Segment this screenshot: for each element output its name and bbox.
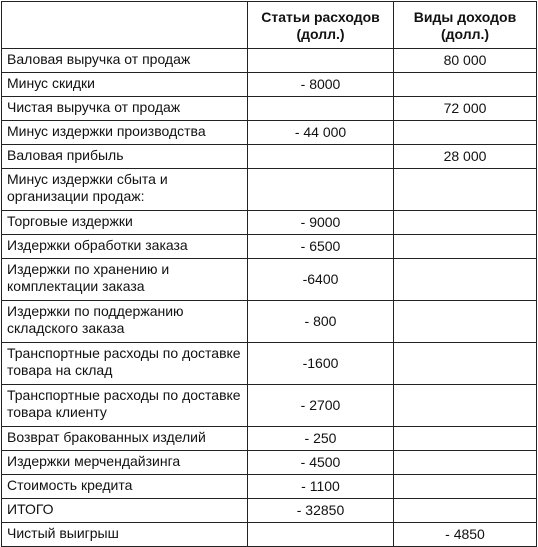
row-expense (248, 169, 394, 211)
row-income (394, 451, 537, 475)
table-row (2, 145, 537, 169)
row-label: Валовая прибыль (2, 145, 248, 169)
table-row (2, 121, 537, 145)
row-income: 28 000 (394, 145, 537, 169)
row-income: - 4850 (394, 523, 537, 547)
row-label: Валовая выручка от продаж (2, 49, 248, 73)
row-label: ИТОГО (2, 499, 248, 523)
row-label: Минус издержки производства (2, 121, 248, 145)
header-income: Виды доходов (долл.) (394, 2, 537, 49)
row-expense (248, 145, 394, 169)
table-row (2, 343, 537, 385)
row-expense: - 44 000 (248, 121, 394, 145)
table-row (2, 499, 537, 523)
row-expense: -6400 (248, 259, 394, 301)
table-row (2, 49, 537, 73)
row-expense: - 4500 (248, 451, 394, 475)
row-label: Минус скидки (2, 73, 248, 97)
header-row (2, 2, 537, 49)
row-income (394, 343, 537, 385)
row-label: Издержки по хранению и комплектации заказа (2, 259, 248, 301)
table-row (2, 475, 537, 499)
row-expense: - 32850 (248, 499, 394, 523)
row-income (394, 499, 537, 523)
row-label: Издержки обработки заказа (2, 235, 248, 259)
row-expense (248, 49, 394, 73)
row-expense: - 1100 (248, 475, 394, 499)
row-label: Чистый выигрыш (2, 523, 248, 547)
row-income (394, 169, 537, 211)
table-row (2, 385, 537, 427)
table-row (2, 451, 537, 475)
header-expenses: Статьи расходов (долл.) (248, 2, 394, 49)
row-expense: - 9000 (248, 211, 394, 235)
row-label: Минус издержки сбыта и организации продаж: (2, 169, 248, 211)
row-expense: - 250 (248, 427, 394, 451)
row-expense: - 6500 (248, 235, 394, 259)
row-label: Стоимость кредита (2, 475, 248, 499)
table-row (2, 73, 537, 97)
row-expense: - 8000 (248, 73, 394, 97)
row-income (394, 121, 537, 145)
row-income (394, 427, 537, 451)
row-income (394, 259, 537, 301)
row-label: Транспортные расходы по доставке товара на склад (2, 343, 248, 385)
row-expense: - 2700 (248, 385, 394, 427)
table-row (2, 427, 537, 451)
table-row (2, 235, 537, 259)
row-label: Издержки мерчендайзинга (2, 451, 248, 475)
row-income (394, 73, 537, 97)
row-expense: - 800 (248, 301, 394, 343)
row-income (394, 385, 537, 427)
row-label: Возврат бракованных изделий (2, 427, 248, 451)
row-income (394, 211, 537, 235)
row-income: 72 000 (394, 97, 537, 121)
row-expense (248, 97, 394, 121)
table-row (2, 259, 537, 301)
row-income (394, 301, 537, 343)
row-income (394, 475, 537, 499)
table-row (2, 301, 537, 343)
row-income: 80 000 (394, 49, 537, 73)
row-label: Торговые издержки (2, 211, 248, 235)
table-row (2, 97, 537, 121)
row-label: Чистая выручка от продаж (2, 97, 248, 121)
header-label (2, 2, 248, 49)
table-row (2, 169, 537, 211)
row-label: Издержки по поддержанию складского заказа (2, 301, 248, 343)
row-label: Транспортные расходы по доставке товара клиенту (2, 385, 248, 427)
income-expense-table (1, 1, 537, 547)
row-income (394, 235, 537, 259)
row-expense: -1600 (248, 343, 394, 385)
table-row (2, 211, 537, 235)
table-row (2, 523, 537, 547)
row-expense (248, 523, 394, 547)
